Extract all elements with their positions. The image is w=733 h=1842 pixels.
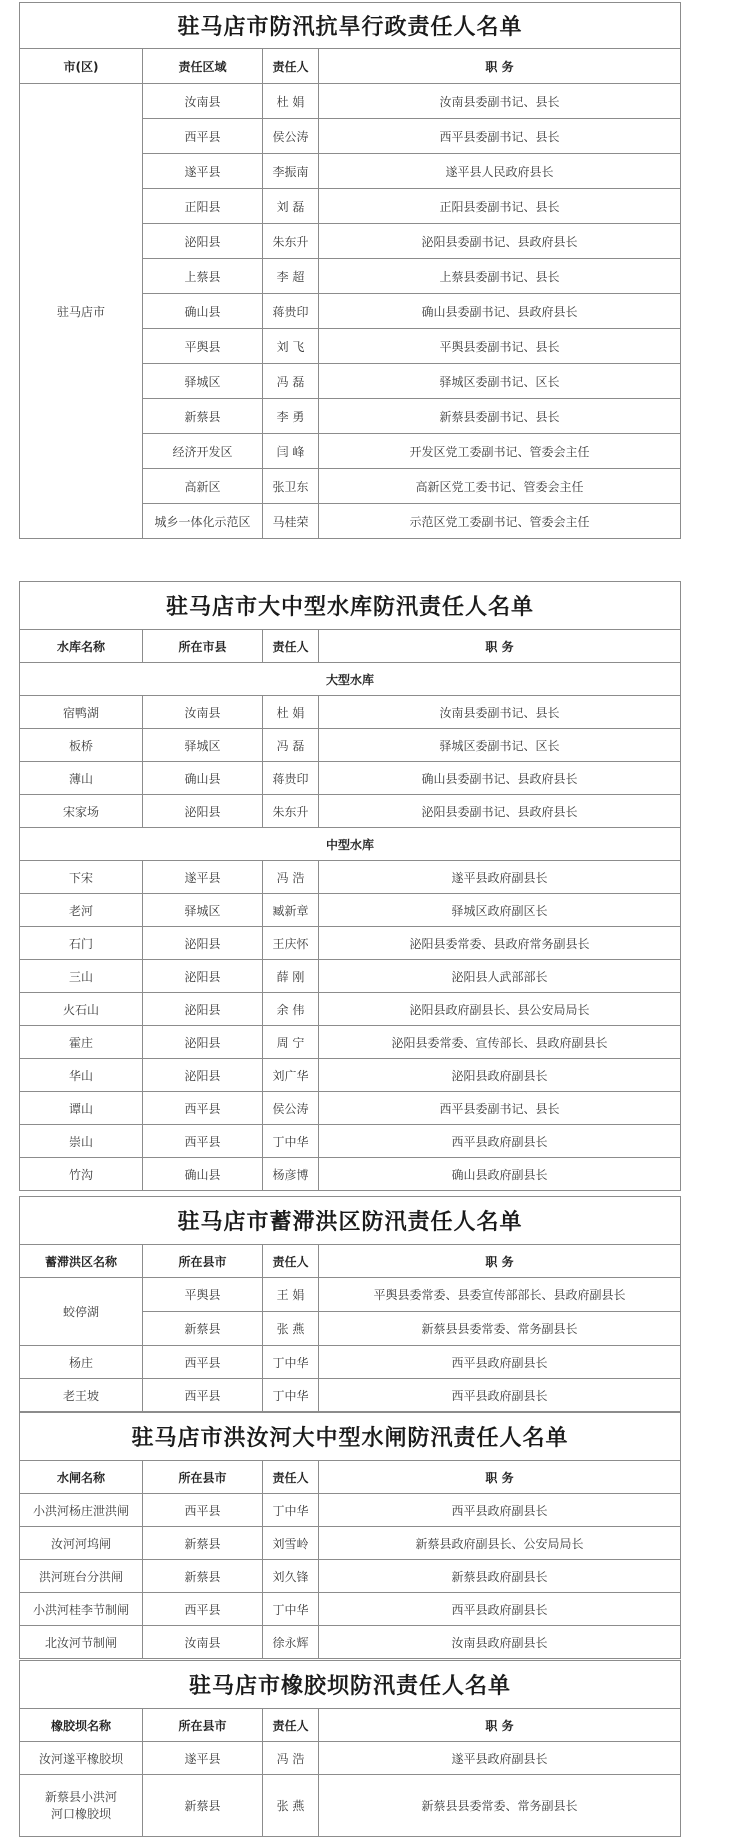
position-cell: 泌阳县人武部部长 [319,960,681,993]
position-cell: 驿城区政府副区长 [319,894,681,927]
table-row [20,1527,681,1560]
name-cell: 板桥 [20,729,143,762]
position-cell: 西平县政府副县长 [319,1379,681,1412]
person-cell: 臧新章 [263,894,319,927]
col-header-county: 所在县市 [143,1245,263,1278]
admin-table [19,2,681,539]
name-cell: 宿鸭湖 [20,696,143,729]
table-row [20,1026,681,1059]
section-large-reservoir: 大型水库 [20,663,681,696]
table-row [20,795,681,828]
person-cell: 刘广华 [263,1059,319,1092]
area-cell: 城乡一体化示范区 [143,504,263,539]
person-cell: 冯 磊 [263,364,319,399]
sluice-table [19,1412,681,1659]
county-cell: 新蔡县 [143,1527,263,1560]
name-cell: 霍庄 [20,1026,143,1059]
col-header-county: 所在市县 [143,630,263,663]
name-cell: 小洪河杨庄泄洪闸 [20,1494,143,1527]
position-cell: 开发区党工委副书记、管委会主任 [319,434,681,469]
person-cell: 刘久锋 [263,1560,319,1593]
position-cell: 新蔡县县委常委、常务副县长 [319,1312,681,1346]
person-cell: 丁中华 [263,1593,319,1626]
col-header-position: 职 务 [319,1709,681,1742]
area-cell: 平舆县 [143,329,263,364]
col-header-city: 市(区) [20,49,143,84]
position-cell: 新蔡县县委常委、常务副县长 [319,1775,681,1837]
name-cell: 火石山 [20,993,143,1026]
area-cell: 泌阳县 [143,224,263,259]
col-header-person: 责任人 [263,630,319,663]
position-cell: 驿城区委副书记、区长 [319,364,681,399]
position-cell: 确山县委副书记、县政府县长 [319,294,681,329]
name-cell: 三山 [20,960,143,993]
col-header-area: 责任区域 [143,49,263,84]
table-row [20,1158,681,1191]
col-header-position: 职 务 [319,1461,681,1494]
table-row [20,1059,681,1092]
col-header-dam-name: 橡胶坝名称 [20,1709,143,1742]
position-cell: 泌阳县委副书记、县政府县长 [319,224,681,259]
table-row [20,762,681,795]
position-cell: 西平县政府副县长 [319,1593,681,1626]
name-cell: 宋家场 [20,795,143,828]
position-cell: 确山县政府副县长 [319,1158,681,1191]
name-cell: 杨庄 [20,1346,143,1379]
position-cell: 西平县政府副县长 [319,1346,681,1379]
person-cell: 李振南 [263,154,319,189]
sluice-table-title: 驻马店市洪汝河大中型水闸防汛责任人名单 [20,1413,681,1461]
person-cell: 杜 娟 [263,696,319,729]
position-cell: 示范区党工委副书记、管委会主任 [319,504,681,539]
county-cell: 泌阳县 [143,993,263,1026]
table-row [20,927,681,960]
position-cell: 驿城区委副书记、区长 [319,729,681,762]
county-cell: 确山县 [143,762,263,795]
person-cell: 余 伟 [263,993,319,1026]
person-cell: 朱东升 [263,224,319,259]
person-cell: 张 燕 [263,1775,319,1837]
position-cell: 平舆县委常委、县委宣传部部长、县政府副县长 [319,1278,681,1312]
col-header-county: 所在县市 [143,1709,263,1742]
person-cell: 蒋贵印 [263,294,319,329]
person-cell: 刘 飞 [263,329,319,364]
position-cell: 遂平县政府副县长 [319,1742,681,1775]
table-row [20,993,681,1026]
table-row [20,894,681,927]
county-cell: 平舆县 [143,1278,263,1312]
person-cell: 刘雪岭 [263,1527,319,1560]
position-cell: 泌阳县政府副县长 [319,1059,681,1092]
table-row [20,1379,681,1412]
position-cell: 遂平县人民政府县长 [319,154,681,189]
col-header-reservoir-name: 水库名称 [20,630,143,663]
position-cell: 新蔡县政府副县长 [319,1560,681,1593]
table-row [20,1346,681,1379]
col-header-person: 责任人 [263,1245,319,1278]
area-cell: 经济开发区 [143,434,263,469]
person-cell: 闫 峰 [263,434,319,469]
area-cell: 新蔡县 [143,399,263,434]
area-cell: 西平县 [143,119,263,154]
area-cell: 高新区 [143,469,263,504]
name-cell: 崇山 [20,1125,143,1158]
person-cell: 丁中华 [263,1494,319,1527]
county-cell: 驿城区 [143,729,263,762]
flood-zone-table-title: 驻马店市蓄滞洪区防汛责任人名单 [20,1197,681,1245]
col-header-sluice-name: 水闸名称 [20,1461,143,1494]
table-row [20,1092,681,1125]
col-header-position: 职 务 [319,1245,681,1278]
name-cell: 老王坡 [20,1379,143,1412]
table-row [20,1125,681,1158]
position-cell: 汝南县委副书记、县长 [319,696,681,729]
position-cell: 西平县委副书记、县长 [319,1092,681,1125]
position-cell: 泌阳县委副书记、县政府县长 [319,795,681,828]
person-cell: 徐永辉 [263,1626,319,1659]
position-cell: 新蔡县委副书记、县长 [319,399,681,434]
county-cell: 泌阳县 [143,795,263,828]
county-cell: 西平县 [143,1346,263,1379]
position-cell: 汝南县政府副县长 [319,1626,681,1659]
name-cell: 薄山 [20,762,143,795]
county-cell: 泌阳县 [143,960,263,993]
position-cell: 平舆县委副书记、县长 [319,329,681,364]
table-row [20,1560,681,1593]
person-cell: 王 娟 [263,1278,319,1312]
admin-table-title: 驻马店市防汛抗旱行政责任人名单 [20,3,681,49]
area-cell: 上蔡县 [143,259,263,294]
position-cell: 泌阳县委常委、县政府常务副县长 [319,927,681,960]
person-cell: 蒋贵印 [263,762,319,795]
name-cell: 北汝河节制闸 [20,1626,143,1659]
county-cell: 西平县 [143,1593,263,1626]
table-row [20,696,681,729]
position-cell: 泌阳县政府副县长、县公安局局长 [319,993,681,1026]
county-cell: 确山县 [143,1158,263,1191]
county-cell: 新蔡县 [143,1560,263,1593]
table-row [20,1494,681,1527]
name-cell: 谭山 [20,1092,143,1125]
table-row [20,1593,681,1626]
person-cell: 杜 娟 [263,84,319,119]
table-row [20,861,681,894]
county-cell: 遂平县 [143,1742,263,1775]
position-cell: 高新区党工委书记、管委会主任 [319,469,681,504]
person-cell: 侯公涛 [263,1092,319,1125]
name-cell: 下宋 [20,861,143,894]
position-cell: 西平县委副书记、县长 [319,119,681,154]
position-cell: 正阳县委副书记、县长 [319,189,681,224]
county-cell: 西平县 [143,1125,263,1158]
area-cell: 驿城区 [143,364,263,399]
person-cell: 王庆怀 [263,927,319,960]
rubber-dam-table-title: 驻马店市橡胶坝防汛责任人名单 [20,1661,681,1709]
name-cell: 汝河遂平橡胶坝 [20,1742,143,1775]
name-cell: 洪河班台分洪闸 [20,1560,143,1593]
person-cell: 丁中华 [263,1346,319,1379]
table-row [20,1278,681,1312]
area-cell: 确山县 [143,294,263,329]
area-cell: 正阳县 [143,189,263,224]
position-cell: 上蔡县委副书记、县长 [319,259,681,294]
person-cell: 张卫东 [263,469,319,504]
person-cell: 丁中华 [263,1125,319,1158]
person-cell: 张 燕 [263,1312,319,1346]
person-cell: 李 勇 [263,399,319,434]
position-cell: 遂平县政府副县长 [319,861,681,894]
county-cell: 汝南县 [143,1626,263,1659]
section-medium-reservoir: 中型水库 [20,828,681,861]
position-cell: 西平县政府副县长 [319,1125,681,1158]
name-cell: 蛟停湖 [20,1278,143,1346]
person-cell: 刘 磊 [263,189,319,224]
person-cell: 侯公涛 [263,119,319,154]
table-row [20,1775,681,1837]
county-cell: 泌阳县 [143,1026,263,1059]
person-cell: 朱东升 [263,795,319,828]
person-cell: 杨彦博 [263,1158,319,1191]
city-cell: 驻马店市 [20,84,143,539]
col-header-position: 职 务 [319,49,681,84]
col-header-position: 职 务 [319,630,681,663]
county-cell: 新蔡县 [143,1775,263,1837]
person-cell: 丁中华 [263,1379,319,1412]
table-row [20,729,681,762]
county-cell: 遂平县 [143,861,263,894]
name-cell: 石门 [20,927,143,960]
person-cell: 冯 浩 [263,1742,319,1775]
county-cell: 汝南县 [143,696,263,729]
table-row [20,1626,681,1659]
area-cell: 汝南县 [143,84,263,119]
person-cell: 冯 磊 [263,729,319,762]
person-cell: 周 宁 [263,1026,319,1059]
county-cell: 泌阳县 [143,1059,263,1092]
county-cell: 泌阳县 [143,927,263,960]
name-cell: 小洪河桂李节制闸 [20,1593,143,1626]
table-row [20,1742,681,1775]
name-cell: 华山 [20,1059,143,1092]
col-header-person: 责任人 [263,49,319,84]
rubber-dam-table [19,1660,681,1837]
table-row [20,960,681,993]
person-cell: 薛 刚 [263,960,319,993]
person-cell: 冯 浩 [263,861,319,894]
county-cell: 新蔡县 [143,1312,263,1346]
position-cell: 新蔡县政府副县长、公安局局长 [319,1527,681,1560]
reservoir-table [19,581,681,1191]
col-header-county: 所在县市 [143,1461,263,1494]
county-cell: 西平县 [143,1494,263,1527]
name-cell: 汝河河坞闸 [20,1527,143,1560]
name-cell: 新蔡县小洪河河口橡胶坝 [20,1775,143,1837]
flood-zone-table [19,1196,681,1412]
table-row [20,84,681,119]
col-header-person: 责任人 [263,1461,319,1494]
position-cell: 确山县委副书记、县政府县长 [319,762,681,795]
county-cell: 驿城区 [143,894,263,927]
col-header-person: 责任人 [263,1709,319,1742]
position-cell: 泌阳县委常委、宣传部长、县政府副县长 [319,1026,681,1059]
county-cell: 西平县 [143,1092,263,1125]
reservoir-table-title: 驻马店市大中型水库防汛责任人名单 [20,582,681,630]
county-cell: 西平县 [143,1379,263,1412]
col-header-zone-name: 蓄滞洪区名称 [20,1245,143,1278]
name-cell: 竹沟 [20,1158,143,1191]
person-cell: 马桂荣 [263,504,319,539]
position-cell: 西平县政府副县长 [319,1494,681,1527]
area-cell: 遂平县 [143,154,263,189]
person-cell: 李 超 [263,259,319,294]
name-cell: 老河 [20,894,143,927]
position-cell: 汝南县委副书记、县长 [319,84,681,119]
